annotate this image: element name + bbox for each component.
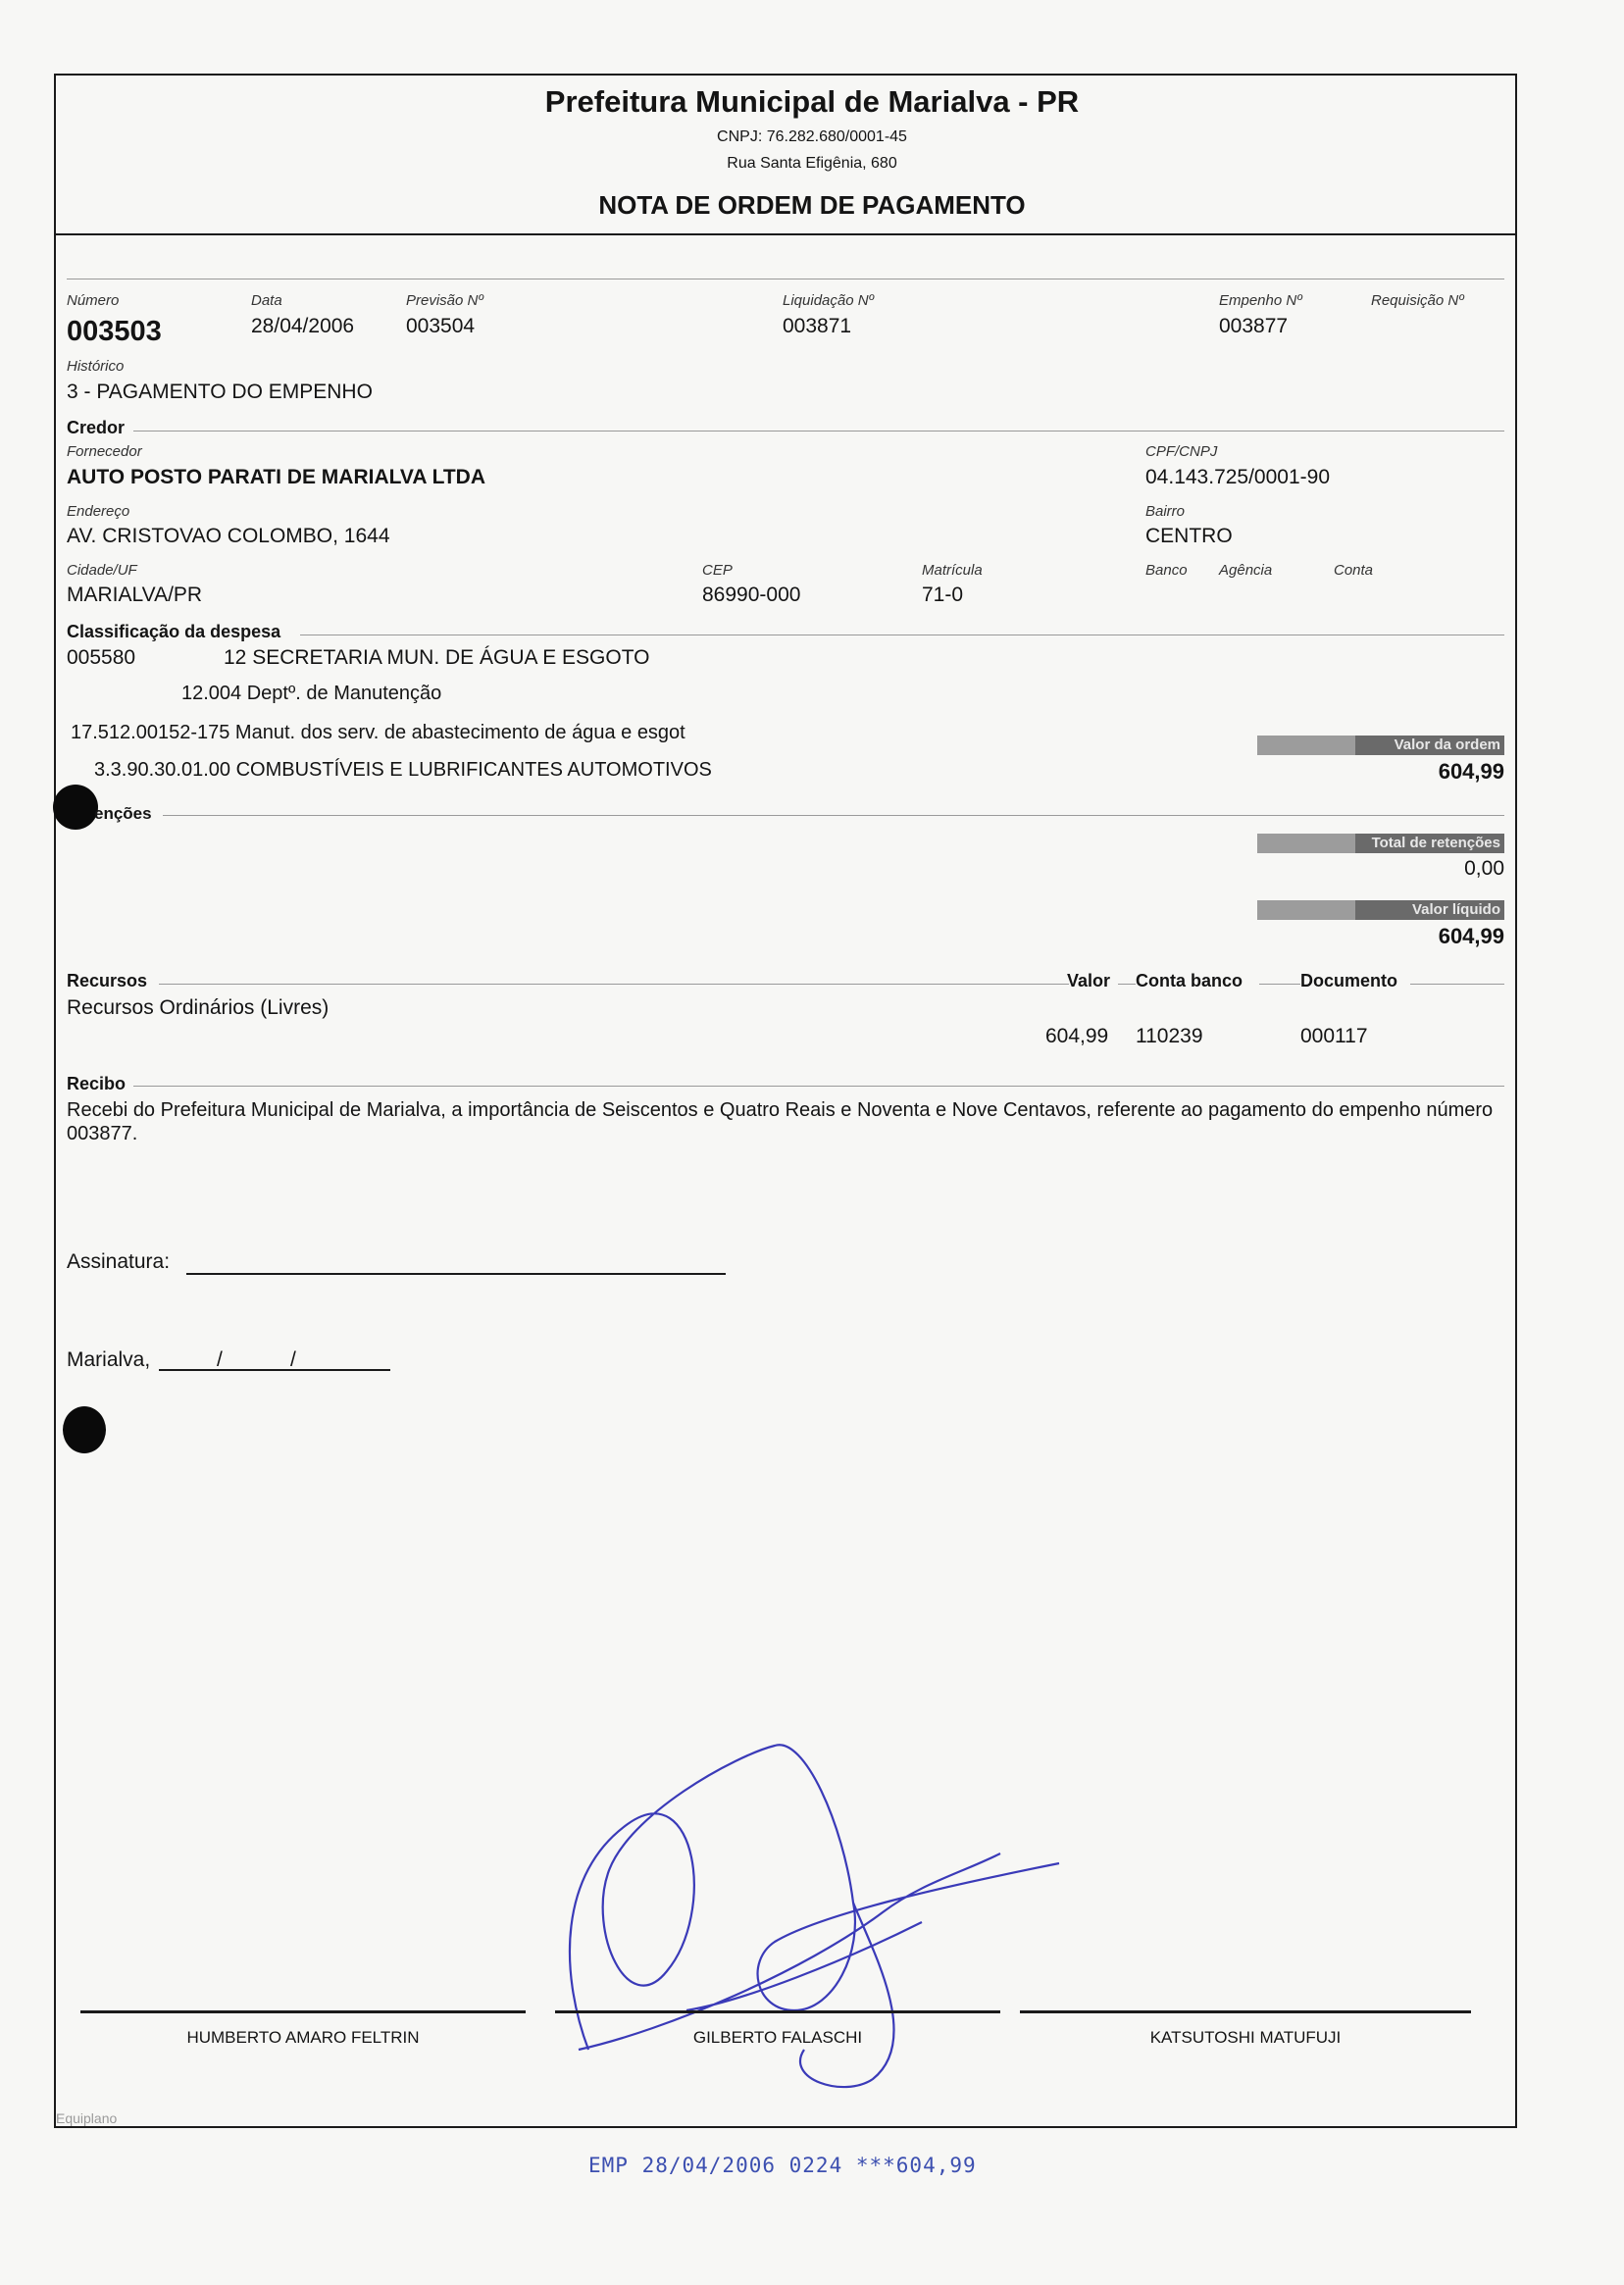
cpf-cnpj-label: CPF/CNPJ [1145,443,1218,460]
org-cnpj: CNPJ: 76.282.680/0001-45 [717,128,907,145]
recursos-documento-label: Documento [1300,971,1397,990]
endereco-value: AV. CRISTOVAO COLOMBO, 1644 [67,525,390,547]
punch-hole [53,785,98,830]
date-blank-line [159,1369,390,1371]
valor-ordem-bar [1257,736,1504,755]
classificacao-unidade: 12.004 Deptº. de Manutenção [181,683,442,704]
valor-ordem-value: 604,99 [1438,759,1504,784]
liquidacao-value: 003871 [783,315,852,337]
matricula-value: 71-0 [922,584,964,606]
recursos-valor-label: Valor [1067,971,1111,990]
credor-section-label: Credor [67,418,126,437]
retencoes-section-label: enções [94,804,152,823]
conta-label: Conta [1334,562,1374,579]
date-slash-1: / [217,1348,223,1371]
total-retencoes-bar [1257,834,1504,853]
cep-value: 86990-000 [702,584,801,606]
mechanical-stamp: EMP 28/04/2006 0224 ***604,99 [588,2154,977,2177]
valor-liquido-bar [1257,900,1504,920]
classificacao-codigo: 005580 [67,646,136,669]
classificacao-funcional: 17.512.00152-175 Manut. dos serv. de abastecimento de água e esgot [71,722,685,743]
requisicao-label: Requisição Nº [1371,292,1464,309]
bar-shade [1257,900,1355,920]
data-value: 28/04/2006 [251,315,355,337]
cidade-value: MARIALVA/PR [67,584,203,606]
valor-ordem-label: Valor da ordem [1394,736,1500,753]
signature-line-2 [555,2010,1000,2013]
org-name: Prefeitura Municipal de Marialva - PR [544,84,1080,119]
previsao-label: Previsão Nº [406,292,483,309]
empenho-value: 003877 [1219,315,1289,337]
recursos-conta-banco-label: Conta banco [1136,971,1243,990]
recibo-section-label: Recibo [67,1074,127,1093]
total-retencoes-label: Total de retenções [1371,835,1500,851]
retencoes-rule [163,815,1504,816]
recursos-rule-3 [1259,984,1300,985]
bar-shade [1257,834,1355,853]
classificacao-orgao: 12 SECRETARIA MUN. DE ÁGUA E ESGOTO [224,646,650,669]
bar-shade [1257,736,1355,755]
document-title: NOTA DE ORDEM DE PAGAMENTO [598,190,1026,220]
numero-label: Número [67,292,120,309]
credor-rule [133,431,1504,432]
numero-value: 003503 [67,316,162,347]
bairro-value: CENTRO [1145,525,1233,547]
cpf-cnpj-value: 04.143.725/0001-90 [1145,466,1331,488]
cidade-label: Cidade/UF [67,562,137,579]
signatory-3: KATSUTOSHI MATUFUJI [1149,2028,1342,2047]
agencia-label: Agência [1219,562,1273,579]
endereco-label: Endereço [67,503,130,520]
recursos-documento: 000117 [1300,1025,1368,1047]
valor-liquido-value: 604,99 [1438,924,1504,948]
previsao-value: 003504 [406,315,476,337]
fornecedor-label: Fornecedor [67,443,142,460]
data-label: Data [251,292,282,309]
recibo-text: Recebi do Prefeitura Municipal de Marialva, a importância de Seiscentos e Quatro Reais e Noventa e Nove Centavos, referente ao pagamento do empenho número 003877. [67,1099,1494,1144]
header-separator [54,233,1517,235]
recursos-section-label: Recursos [67,971,148,990]
assinatura-label: Assinatura: [67,1250,171,1273]
recursos-rule [159,984,1069,985]
liquidacao-label: Liquidação Nº [783,292,875,309]
historico-label: Histórico [67,358,125,375]
total-retencoes-value: 0,00 [1464,857,1504,880]
empenho-label: Empenho Nº [1219,292,1302,309]
recursos-descricao: Recursos Ordinários (Livres) [67,996,330,1019]
recursos-valor: 604,99 [1045,1025,1109,1047]
recursos-rule-2 [1118,984,1136,985]
recursos-rule-4 [1410,984,1504,985]
recibo-rule [133,1086,1504,1087]
date-slash-2: / [290,1348,296,1371]
local-data-label: Marialva, [67,1348,151,1371]
recursos-conta-banco: 110239 [1136,1025,1203,1047]
software-label: Equiplano [56,2110,118,2126]
classificacao-section-label: Classificação da despesa [67,622,281,641]
signatory-1: HUMBERTO AMARO FELTRIN [186,2028,420,2047]
signature-line-3 [1020,2010,1471,2013]
signatory-2: GILBERTO FALASCHI [692,2028,863,2047]
assinatura-line [186,1273,726,1275]
bairro-label: Bairro [1145,503,1186,520]
signature-line-1 [80,2010,526,2013]
punch-hole [63,1406,106,1453]
fornecedor-value: AUTO POSTO PARATI DE MARIALVA LTDA [67,466,485,488]
cep-label: CEP [702,562,733,579]
classificacao-natureza: 3.3.90.30.01.00 COMBUSTÍVEIS E LUBRIFICANTES AUTOMOTIVOS [94,759,712,781]
matricula-label: Matrícula [922,562,983,579]
historico-value: 3 - PAGAMENTO DO EMPENHO [67,381,373,403]
valor-liquido-label: Valor líquido [1411,901,1500,918]
banco-label: Banco [1145,562,1188,579]
org-address: Rua Santa Efigênia, 680 [727,155,897,172]
